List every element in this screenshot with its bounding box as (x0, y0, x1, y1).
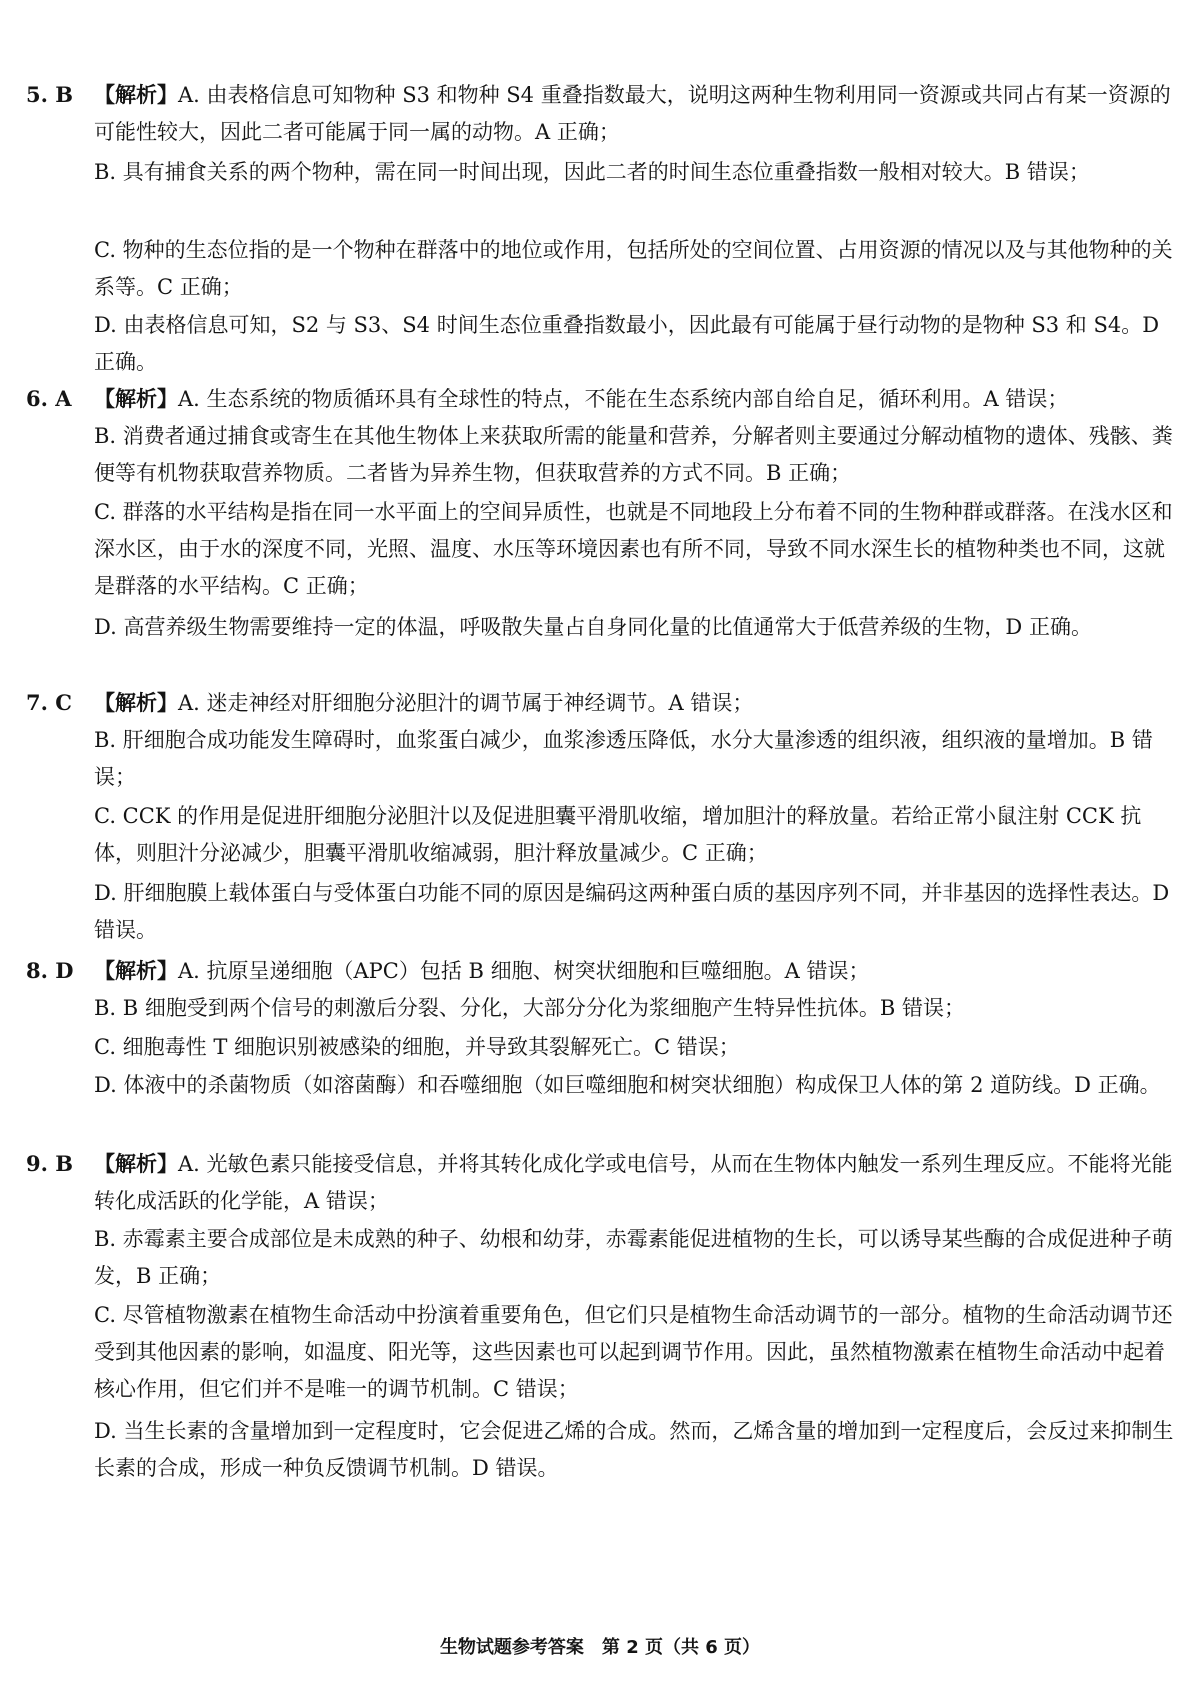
question-number: 9. B (26, 1151, 73, 1176)
analysis-paragraph (94, 1029, 1176, 1066)
analysis-paragraph (94, 609, 1176, 646)
analysis-paragraph (94, 418, 1176, 492)
analysis-paragraph (94, 990, 1176, 1027)
analysis-paragraph (94, 1297, 1176, 1408)
paragraph-text: A. 抗原呈递细胞（APC）包括 B 细胞、树突状细胞和巨噬细胞。A 错误； (178, 959, 870, 983)
paragraph-text: A. 生态系统的物质循环具有全球性的特点，不能在生态系统内部自给自足，循环利用。A 错误； (178, 387, 1069, 411)
analysis-paragraph (94, 798, 1176, 872)
paragraph-text: B. 消费者通过捕食或寄生在其他生物体上来获取所需的能量和营养，分解者则主要通过分解动植物的遗体、残骸、粪便等有机物获取营养物质。二者皆为异养生物，但获取营养的方式不同。B 正确； (94, 424, 1173, 485)
paragraph-text: B. 具有捕食关系的两个物种，需在同一时间出现，因此二者的时间生态位重叠指数一般相对较大。B 错误； (94, 160, 1090, 184)
analysis-paragraph (94, 232, 1176, 306)
analysis-paragraph (94, 1413, 1176, 1487)
analysis-tag: 【解析】 (94, 958, 178, 983)
paragraph-text: A. 由表格信息可知物种 S3 和物种 S4 重叠指数最大，说明这两种生物利用同一资源或共同占有某一资源的可能性较大，因此二者可能属于同一属的动物。A 正确； (94, 83, 1171, 144)
analysis-paragraph (94, 1221, 1176, 1295)
analysis-paragraph (94, 684, 1176, 722)
paragraph-text: D. 肝细胞膜上载体蛋白与受体蛋白功能不同的原因是编码这两种蛋白质的基因序列不同，并非基因的选择性表达。D 错误。 (94, 881, 1176, 942)
analysis-tag: 【解析】 (94, 386, 178, 411)
analysis-tag: 【解析】 (94, 82, 178, 107)
analysis-paragraph (94, 952, 1176, 990)
paragraph-text: B. 赤霉素主要合成部位是未成熟的种子、幼根和幼芽，赤霉素能促进植物的生长，可以诱导某些酶的合成促进种子萌发，B 正确； (94, 1227, 1173, 1288)
analysis-paragraph (94, 722, 1176, 796)
paragraph-text: C. CCK 的作用是促进肝细胞分泌胆汁以及促进胆囊平滑肌收缩，增加胆汁的释放量。若给正常小鼠注射 CCK 抗体，则胆汁分泌减少，胆囊平滑肌收缩减弱，胆汁释放量减少。C 正确； (94, 804, 1142, 865)
paragraph-text: C. 物种的生态位指的是一个物种在群落中的地位或作用，包括所处的空间位置、占用资源的情况以及与其他物种的关系等。C 正确； (94, 238, 1173, 299)
analysis-paragraph (94, 154, 1176, 191)
analysis-paragraph (94, 1067, 1176, 1104)
paragraph-text: B. 肝细胞合成功能发生障碍时，血浆蛋白减少，血浆渗透压降低，水分大量渗透的组织液，组织液的量增加。B 错误； (94, 728, 1153, 789)
paragraph-text: C. 群落的水平结构是指在同一水平面上的空间异质性，也就是不同地段上分布着不同的生物种群或群落。在浅水区和深水区，由于水的深度不同，光照、温度、水压等环境因素也有所不同，导致不同水深生长的植物种类也不同，这就是群落的水平结构。C 正确； (94, 500, 1173, 598)
question-number: 7. C (26, 690, 72, 715)
analysis-paragraph (94, 76, 1176, 151)
paragraph-text: C. 细胞毒性 T 细胞识别被感染的细胞，并导致其裂解死亡。C 错误； (94, 1035, 740, 1059)
analysis-paragraph (94, 875, 1176, 949)
analysis-paragraph (94, 494, 1176, 605)
paragraph-text: A. 光敏色素只能接受信息，并将其转化成化学或电信号，从而在生物体内触发一系列生理反应。不能将光能转化成活跃的化学能，A 错误； (94, 1152, 1173, 1213)
analysis-paragraph (94, 307, 1176, 381)
analysis-tag: 【解析】 (94, 1151, 178, 1176)
paragraph-text: A. 迷走神经对肝细胞分泌胆汁的调节属于神经调节。A 错误； (178, 691, 754, 715)
page-footer: 生物试题参考答案 第 2 页（共 6 页） (439, 1637, 761, 1658)
paragraph-text: D. 高营养级生物需要维持一定的体温，呼吸散失量占自身同化量的比值通常大于低营养级的生物，D 正确。 (94, 615, 1092, 639)
analysis-tag: 【解析】 (94, 690, 178, 715)
analysis-paragraph (94, 380, 1176, 418)
paragraph-text: C. 尽管植物激素在植物生命活动中扮演着重要角色，但它们只是植物生命活动调节的一部分。植物的生命活动调节还受到其他因素的影响，如温度、阳光等，这些因素也可以起到调节作用。因此，虽然植物激素在植物生命活动中起着核心作用，但它们并不是唯一的调节机制。C 错误； (94, 1303, 1173, 1401)
analysis-paragraph (94, 1145, 1176, 1220)
paragraph-text: D. 由表格信息可知，S2 与 S3、S4 时间生态位重叠指数最小，因此最有可能属于昼行动物的是物种 S3 和 S4。D 正确。 (94, 313, 1166, 374)
question-number: 5. B (26, 82, 73, 107)
paragraph-text: D. 体液中的杀菌物质（如溶菌酶）和吞噬细胞（如巨噬细胞和树突状细胞）构成保卫人体的第 2 道防线。D 正确。 (94, 1073, 1161, 1097)
paragraph-text: B. B 细胞受到两个信号的刺激后分裂、分化，大部分分化为浆细胞产生特异性抗体。B 错误； (94, 996, 965, 1020)
question-number: 6. A (26, 386, 72, 411)
paragraph-text: D. 当生长素的含量增加到一定程度时，它会促进乙烯的合成。然而，乙烯含量的增加到一定程度后，会反过来抑制生长素的合成，形成一种负反馈调节机制。D 错误。 (94, 1419, 1174, 1480)
question-number: 8. D (26, 958, 74, 983)
